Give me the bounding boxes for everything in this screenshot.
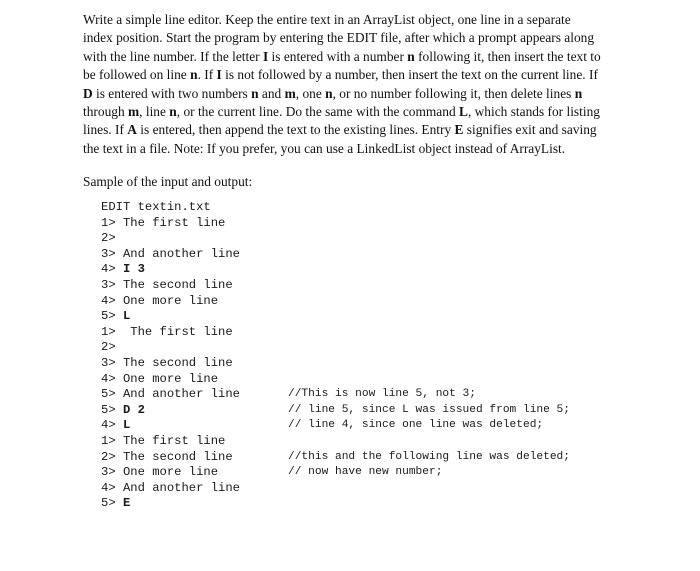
sample-line: [101, 387, 661, 403]
paragraph-line: the text in a file. Note: If you prefer, you can use a LinkedList object instead of ArrayList.: [83, 140, 566, 156]
sample-line: [101, 294, 661, 310]
problem-description: [83, 11, 623, 158]
sample-line: [101, 434, 661, 450]
sample-line-text: 5> And another line: [101, 387, 240, 402]
sample-line: [101, 247, 661, 263]
sample-line: [101, 465, 661, 481]
sample-line: [101, 309, 661, 325]
bold-keyword: n: [574, 85, 583, 101]
sample-line: [101, 496, 661, 512]
bold-keyword: n: [407, 48, 415, 64]
paragraph-line: with the line number. If the letter I is entered with a number n following it, then insert the text to: [83, 48, 601, 64]
paragraph-line: be followed on line n. If I is not followed by a number, then insert the text on the current line. If: [83, 67, 598, 83]
sample-line-text: 2>: [101, 231, 116, 246]
sample-line: [101, 231, 661, 247]
sample-line-text: 2>: [101, 340, 116, 355]
sample-line: [101, 418, 661, 434]
sample-line-text: 4> One more line: [101, 371, 219, 386]
sample-line-comment: //this and the following line was deleted;: [288, 450, 570, 463]
bold-keyword: m: [284, 85, 296, 101]
paragraph-line: Write a simple line editor. Keep the entire text in an ArrayList object, one line in a separate: [83, 12, 571, 27]
sample-line: [101, 340, 661, 356]
sample-line-text: 1> The first line: [101, 215, 226, 230]
sample-line-text: EDIT textin.txt: [101, 200, 211, 214]
bold-keyword: D: [83, 85, 93, 101]
paragraph-line: D is entered with two numbers n and m, one n, or no number following it, then delete lines n: [83, 85, 583, 101]
sample-line-text: 5> D 2: [101, 402, 145, 417]
sample-line-text: 5> E: [101, 496, 131, 511]
sample-line: [101, 278, 661, 294]
sample-line-comment: // line 5, since L was issued from line 5;: [288, 403, 570, 416]
paragraph-line: index position. Start the program by entering the EDIT file, after which a prompt appears along: [83, 30, 595, 46]
sample-line-text: 1> The first line: [101, 324, 233, 339]
sample-io-listing: [101, 200, 661, 512]
command-keyword: L: [122, 418, 131, 433]
command-keyword: L: [122, 309, 131, 324]
sample-line: [101, 372, 661, 388]
paragraph-line: lines. If A is entered, then append the text to the existing lines. Entry E signifies exit and saving: [83, 122, 597, 138]
sample-line-text: 4> I 3: [101, 262, 145, 277]
paragraph-line: through m, line n, or the current line. Do the same with the command L, which stands for listing: [83, 104, 600, 120]
sample-line-text: 2> The second line: [101, 449, 233, 464]
sample-line: [101, 325, 661, 341]
command-keyword: I 3: [122, 262, 145, 277]
bold-keyword: n: [190, 67, 198, 83]
sample-line-text: 1> The first line: [101, 433, 226, 448]
sample-line: [101, 262, 661, 278]
sample-line-text: 4> And another line: [101, 480, 240, 495]
sample-line-comment: //This is now line 5, not 3;: [288, 388, 476, 401]
bold-keyword: A: [127, 122, 137, 138]
sample-line-comment: // now have new number;: [288, 466, 443, 479]
sample-line: [101, 450, 661, 466]
command-keyword: E: [122, 496, 131, 511]
sample-line: [101, 356, 661, 372]
sample-line: [101, 216, 661, 232]
sample-line-text: 3> And another line: [101, 246, 240, 261]
sample-line-text: 5> L: [101, 309, 131, 324]
bold-keyword: n: [325, 85, 333, 101]
sample-line-text: 4> One more line: [101, 293, 219, 308]
command-keyword: D 2: [122, 402, 145, 417]
sample-line-text: 4> L: [101, 418, 131, 433]
sample-line: [101, 403, 661, 419]
sample-heading: Sample of the input and output:: [83, 174, 253, 189]
sample-line: [101, 200, 661, 216]
sample-line-comment: // line 4, since one line was deleted;: [288, 419, 544, 432]
sample-line-text: 3> The second line: [101, 277, 233, 292]
bold-keyword: I: [262, 48, 269, 64]
bold-keyword: L: [459, 104, 468, 120]
bold-keyword: m: [128, 104, 140, 120]
bold-keyword: E: [454, 122, 464, 138]
bold-keyword: I: [216, 67, 222, 83]
sample-line: [101, 481, 661, 497]
sample-line-text: 3> One more line: [101, 465, 219, 480]
bold-keyword: n: [169, 104, 177, 120]
sample-line-text: 3> The second line: [101, 355, 233, 370]
bold-keyword: n: [251, 85, 259, 101]
